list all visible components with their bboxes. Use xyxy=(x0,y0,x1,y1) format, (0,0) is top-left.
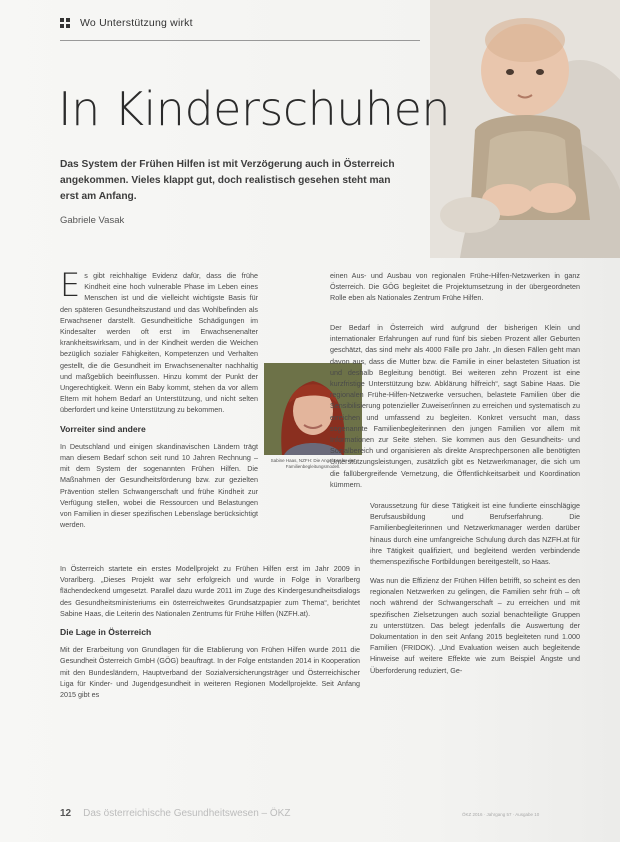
baby-photo xyxy=(430,0,620,258)
publication-name: Das österreichische Gesundheitswesen – ÖKZ xyxy=(83,808,291,819)
subheading-lage: Die Lage in Österreich xyxy=(60,627,152,638)
vorreiter-paragraph: In Deutschland und einigen skandinavischen Ländern trägt man diesem Bedarf schon seit rund 10 Jahren Rechnung – mit dem System der sogenannten Frühen Hilfen. Die Maßnahmen der Gesundheitsförderung bzw. zur gezielten Prävention stellen Schwangerschaft und frühe Kindheit zur Verfügung stellen, wobei die Ressourcen und Belastungen von Familien in dieser spezifischen Lebenslage berücksichtigt werden. xyxy=(60,441,258,530)
right-paragraph-1: einen Aus- und Ausbau von regionalen Frühe-Hilfen-Netzwerken in ganz Österreich. Die GÖG begleitet die Projektumsetzung in der übergeordneten Rolle eben als Nationales Zentrum Frühe Hilfen. xyxy=(330,271,580,303)
issue-info: ÖKZ 2016 · Jahrgang 57 · Ausgabe 10 xyxy=(462,812,540,817)
intro-text: s gibt reichhaltige Evidenz dafür, dass die frühe Kindheit eine hoch vulnerable Phase im Leben eines Menschen ist und die vielleicht wichtigste Basis für den späteren Gesundheitszustand und das Wohlbefinden als Erwachsener darstellt. Gesundheitliche Schädigungen im Kindesalter werden oft erst im Erwachsenenalter krankheitswirksam, und in der Kindheit werden die Weichen bezüglich sozialer Fähigkeiten, Kompetenzen und Verhalten gestellt, die die Gesundheit im Erwachsenenalter nachhaltig und maßgeblich beeinflussen. Hinzu kommt der Punkt der Ungerechtigkeit. Wenn ein Baby kommt, stehen da vor allem Eltern mit hohem Bedarf an Unterstützung, und nicht selten überfordert und keine Unterstützung zu bekommen. xyxy=(60,271,258,415)
author-name: Gabriele Vasak xyxy=(60,215,125,226)
drop-cap: E xyxy=(60,266,81,304)
column-right-mid xyxy=(370,500,580,573)
right-paragraph-3: Voraussetzung für diese Tätigkeit ist eine fundierte einschlägige Berufsausbildung und Berufserfahrung. Die Familienbegleiterinnen und Netzwerkmanager werden darüber hinaus durch eine umfangreiche Schulung durch das NZFH.at für ihre Tätigkeit qualifiziert, und begleitend werden verbindende themenspezifische Fortbildungen bereitgestellt, so Haas. xyxy=(370,501,580,567)
right-paragraph-2: Der Bedarf in Österreich wird aufgrund der bisherigen Klein und internationaler Erfahrungen auf rund fünf bis sieben Prozent aller Geburten geschätzt, das sind mehr als 4000 Fälle pro Jahr. „In diesen Fällen geht man davon aus, dass die Mutter bzw. die Familie in einer belasteten Situation ist und deshalb Begleitung benötigt. Bei weiteren zehn Prozent ist eine kurzfristige Unterstützung bzw. Abklärung hilfreich“, sagt Sabine Haas. Die regionalen Frühe-Hilfen-Netzwerke versuchen, belastete Familien über die Sensibilisierung potenzieller Zuweiser/innen zu erreichen und systematisch zu erreichen und umfassend zu begleiten. Konkret versucht man, dass sogenannte Familienbegleiterinnen den jungen Familien vor allem mit Informationen zur Seite stehen. Sie kommen aus den Gesundheits- und Sozialbereich und organisieren als direkte Ansprechpersonen alle benötigten Unterstützungsleistungen, zusätzlich gibt es Netzwerkmanager, die sich um die fallübergreifende Vernetzung, die Öffentlichkeitsarbeit und Koordination kümmern. xyxy=(330,323,580,489)
section-title: Wo Unterstützung wirkt xyxy=(80,17,193,29)
page-title: In Kinderschuhen xyxy=(58,82,451,136)
column-left-bottom xyxy=(60,563,360,706)
header-rule xyxy=(60,40,420,41)
intro-paragraph xyxy=(60,266,258,416)
page-number: 12 xyxy=(60,808,72,819)
baby-photo-illustration xyxy=(430,0,620,258)
lead-paragraph: Das System der Frühen Hilfen ist mit Verzögerung auch in Österreich angekommen. Vieles klappt gut, doch realistisch gesehen steht man erst am Anfang. xyxy=(60,159,395,202)
column-right-bedarf xyxy=(330,322,580,496)
column-left-top xyxy=(60,266,258,536)
subheading-vorreiter: Vorreiter sind andere xyxy=(60,423,146,434)
oesterreich-paragraph: In Österreich startete ein erstes Modellprojekt zu Frühen Hilfen erst im Jahr 2009 in Vorarlberg. „Dieses Projekt war sehr erfolgreich und wurde in Folge in Vorarlberg flächendeckend umgesetzt. Parallel dazu wurde 2011 im Zuge des Kindergesundheitsdialogs des Gesundheitsministeriums ein österreichweites Grundsatzpapier zum Thema“, berichtet Sabine Haas, die Leiterin des Nationalen Zentrums für Frühe Hilfen (NZFH.at). xyxy=(60,564,360,618)
photo-caption: Sabine Haas, NZFH: Die Angebote für das Familienbegleitungsmodell. xyxy=(270,458,356,469)
lage-paragraph: Mit der Erarbeitung von Grundlagen für die Etablierung von Frühen Hilfen wurde 2011 die Gesundheit Österreich GmbH (GÖG) beauftragt. In der Folge entstanden 2014 in Kooperation mit den Bundesländern, Hauptverband der Sozialversicherungsträger und Österreichischer Liga für Kinder- und Jugendgesundheit in weiteren Regionen Modellprojekte. Seit Anfang 2015 gibt es xyxy=(60,645,360,700)
column-right-top xyxy=(330,270,580,310)
section-label xyxy=(60,17,193,29)
column-right-bottom xyxy=(370,575,580,682)
right-paragraph-4: Was nun die Effizienz der Frühen Hilfen betrifft, so scheint es den regionalen Netzwerken zu gelingen, die Familien sehr früh – oft noch während der Schwangerschaft – zu erreichen und mit spezifischen Zielsetzungen auch sozial benachteiligte Gruppen zu unterstützen. Das belegt jedenfalls die Auswertung der Dokumentation in den seit Anfang 2015 begleiteten rund 1.000 Familien (FRIDOK). „Und Evaluation weisen auch begleitende Hinweise auf weitere Effekte wie zum Beispiel Ängste und Überforderung reduziert, Ge- xyxy=(370,576,580,675)
section-dots-icon xyxy=(60,18,70,28)
